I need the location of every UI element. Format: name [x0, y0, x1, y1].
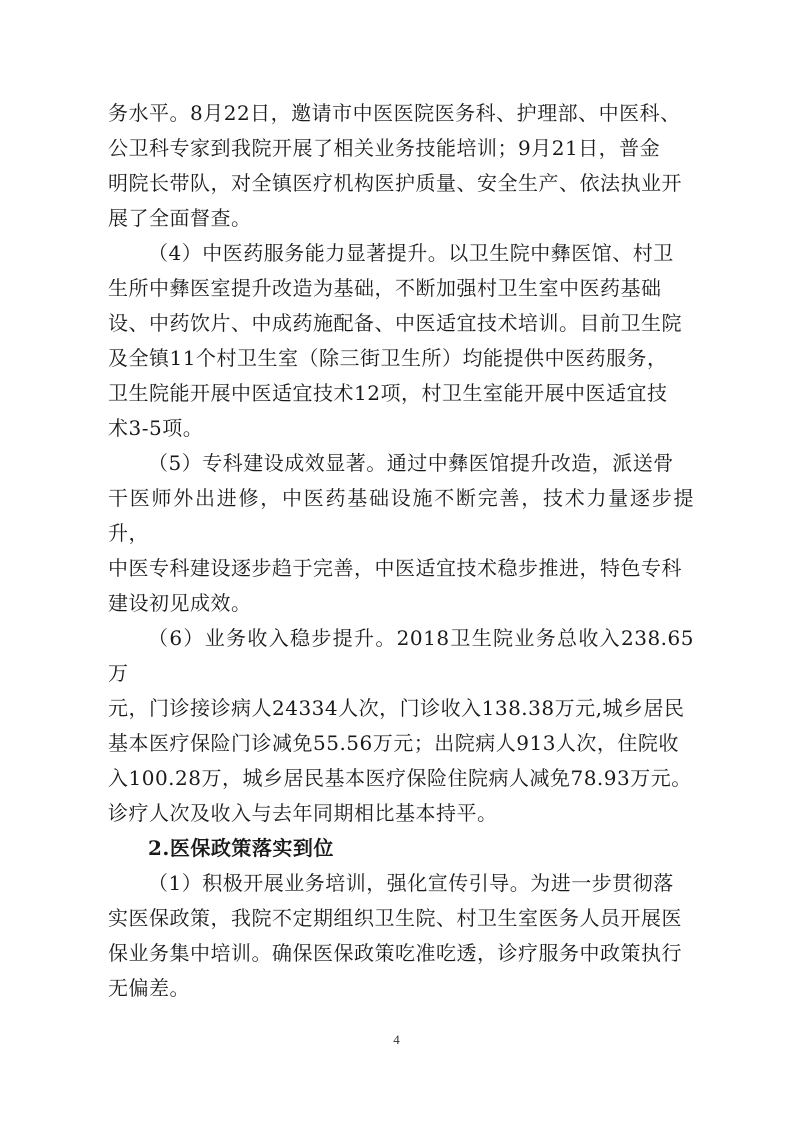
paragraph-item-6: （6）业务收入稳步提升。2018卫生院业务总收入238.65万 元，门诊接诊病人24334人次，门诊收入138.38万元,城乡居民 基本医疗保险门诊减免55.56万元；出院病人913人次，住院收 入100.28万，城乡居民基本医疗保险住院病人减免78.93万元。 诊疗人次及收入与去年同期相比基本持平。	[108, 626, 694, 825]
paragraph-continuation: 务水平。8月22日，邀请市中医医院医务科、护理部、中医科、 公卫科专家到我院开展了相关业务技能培训；9月21日，普金 明院长带队，对全镇医疗机构医护质量、安全生产、依法执业开 展了全面督查。	[108, 101, 682, 230]
paragraph-item-4: （4）中医药服务能力显著提升。以卫生院中彝医馆、村卫 生所中彝医室提升改造为基础，不断加强村卫生室中医药基础 设、中药饮片、中成药施配备、中医适宜技术培训。目前卫生院 及全镇11个村卫生室（除三街卫生所）均能提供中医药服务， 卫生院能开展中医适宜技术12项，村卫生室能开展中医适宜技 术3-5项。	[108, 241, 682, 440]
document-body	[108, 96, 694, 1006]
section-heading-2: 2.医保政策落实到位	[148, 836, 334, 860]
paragraph-item-5: （5）专科建设成效显著。通过中彝医馆提升改造，派送骨 干医师外出进修，中医药基础设施不断完善，技术力量逐步提升， 中医专科建设逐步趋于完善，中医适宜技术稳步推进，特色专科 建设初见成效。	[108, 451, 694, 615]
page-number: 4	[393, 1032, 400, 1047]
paragraph-2-1: （1）积极开展业务培训，强化宣传引导。为进一步贯彻落 实医保政策，我院不定期组织卫生院、村卫生室医务人员开展医 保业务集中培训。确保医保政策吃准吃透，诊疗服务中政策执行 无偏差。	[108, 871, 682, 1000]
